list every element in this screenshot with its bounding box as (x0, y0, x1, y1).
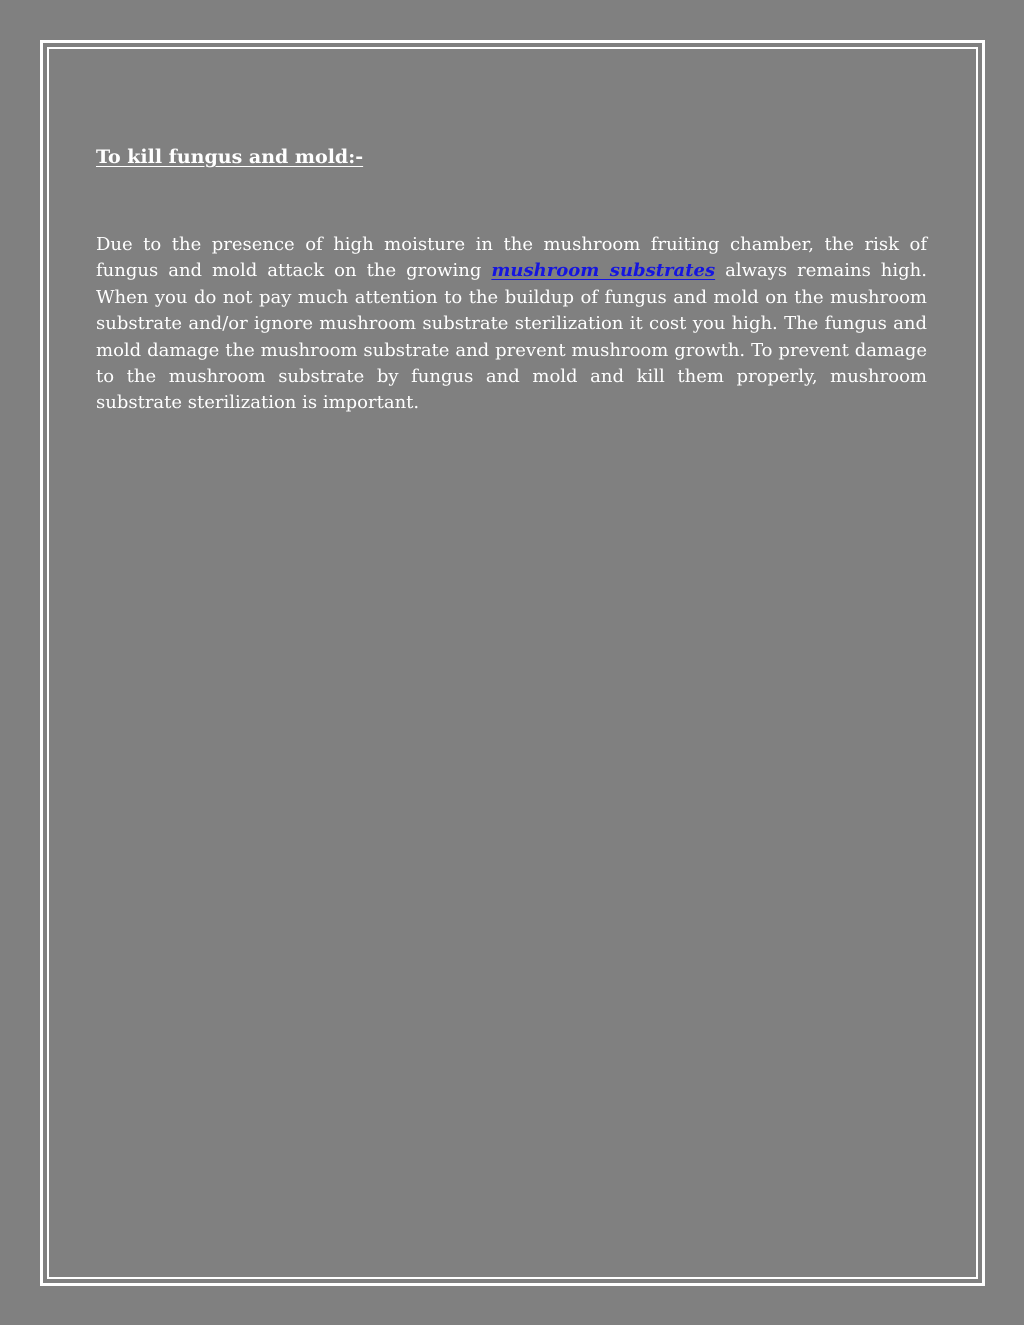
mushroom-substrates-link[interactable]: mushroom substrates (491, 260, 716, 282)
section-heading: To kill fungus and mold:- (96, 146, 364, 168)
page-border (40, 40, 985, 1286)
paragraph-text-after-link: always remains high. When you do not pay much attention to the buildup of fungus and mold on the mushroom substrate and/or ignore mushroom substrate sterilization it cost you high. The fungus and mold damage the mushroom substrate and prevent mushroom growth. To prevent damage to the mushroom substrate by fungus and mold and kill them properly, mushroom substrate sterilization is important. (96, 260, 927, 414)
paragraph-text-before-link: Due to the presence of high moisture in the mushroom fruiting chamber, the risk of fungus and mold attack on the growing (96, 234, 927, 282)
body-paragraph (96, 232, 927, 417)
